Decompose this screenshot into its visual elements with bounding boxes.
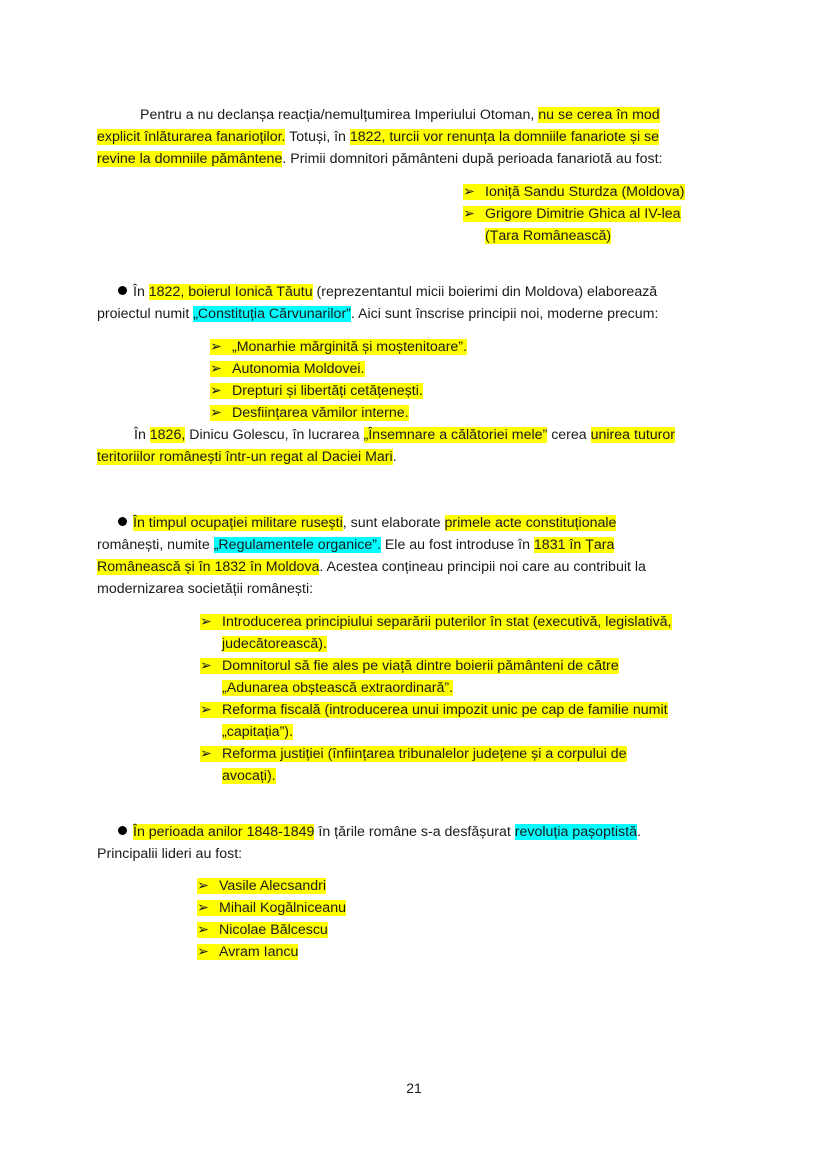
list-item: ➢ Reforma justiției (înființarea tribunalelor județene și a corpului de xyxy=(200,743,627,765)
cyan-highlight: revoluția pașoptistă xyxy=(514,824,637,840)
list-item: ➢ Avram Iancu xyxy=(197,941,298,963)
list-item: ➢ Mihail Kogălniceanu xyxy=(197,897,346,919)
text: . Primii domnitori pământeni după perioada fanariotă au fost: xyxy=(282,151,663,167)
highlight: 1822, turcii vor renunța la domniile fanariote și se xyxy=(349,129,660,145)
arrow-bullet-icon: ➢ xyxy=(210,361,222,377)
cyan-highlight: „Regulamentele organice”. xyxy=(213,537,381,553)
bullet-dot-icon xyxy=(118,517,127,526)
list-item: ➢ Domnitorul să fie ales pe viață dintre boierii pământeni de către xyxy=(200,655,619,677)
list-item: ➢ Introducerea principiului separării puterilor în stat (executivă, legislativă, xyxy=(200,611,672,633)
arrow-bullet-icon: ➢ xyxy=(210,405,222,421)
highlight: 1822, boierul Ionică Tăutu xyxy=(148,284,313,300)
cyan-highlight: „Constituția Cărvunarilor” xyxy=(193,306,351,322)
paragraph-line: În 1826, Dinicu Golescu, în lucrarea „Însemnare a călătoriei mele” cerea unirea tuturor xyxy=(134,427,676,443)
list-item: ➢ Ioniță Sandu Sturdza (Moldova) xyxy=(463,181,685,203)
list-item: ➢ Grigore Dimitrie Ghica al IV-lea xyxy=(463,203,681,225)
highlight: nu se cerea în mod xyxy=(538,107,660,123)
text: Pentru a nu declanșa reacția/nemulțumirea Imperiului Otoman, xyxy=(140,107,539,123)
list-item: ➢ Drepturi și libertăți cetățenești. xyxy=(210,380,423,402)
list-item-continuation: „Adunarea obștească extraordinară”. xyxy=(222,680,454,696)
bullet-dot-icon xyxy=(118,286,127,295)
paragraph-line xyxy=(97,126,659,148)
paragraph-line: În timpul ocupației militare rusești, sunt elaborate primele acte constituționale xyxy=(118,512,616,534)
paragraph-line: În 1822, boierul Ionică Tăutu (reprezentantul micii boierimi din Moldova) elaborează xyxy=(118,281,657,303)
paragraph-line: modernizarea societății românești: xyxy=(97,581,314,597)
highlight: primele acte constituționale xyxy=(444,515,617,531)
paragraph-line xyxy=(140,104,660,126)
paragraph-line: românești, numite „Regulamentele organice”. Ele au fost introduse în 1831 în Țara xyxy=(97,537,615,553)
highlight: unirea tuturor xyxy=(590,427,676,443)
arrow-bullet-icon: ➢ xyxy=(197,878,209,894)
highlight: În timpul ocupației militare rusești xyxy=(133,515,343,531)
list-item-continuation: avocați). xyxy=(222,768,276,784)
highlight: În perioada anilor 1848-1849 xyxy=(133,824,315,840)
paragraph-line: teritoriilor românești într-un regat al Daciei Mari. xyxy=(97,449,397,465)
arrow-bullet-icon: ➢ xyxy=(197,900,209,916)
list-item: ➢ Nicolae Bălcescu xyxy=(197,919,328,941)
list-item: ➢ Desființarea vămilor interne. xyxy=(210,402,409,424)
arrow-bullet-icon: ➢ xyxy=(200,746,212,762)
list-item: ➢ Reforma fiscală (introducerea unui impozit unic pe cap de familie numit xyxy=(200,699,668,721)
arrow-bullet-icon: ➢ xyxy=(210,339,222,355)
highlight: Românească și în 1832 în Moldova xyxy=(97,559,320,575)
highlight: explicit înlăturarea fanarioților. xyxy=(97,129,286,145)
page-number: 21 xyxy=(406,1080,422,1096)
list-item: ➢ „Monarhie mărginită și moștenitoare”. xyxy=(210,336,467,358)
arrow-bullet-icon: ➢ xyxy=(463,206,475,222)
arrow-bullet-icon: ➢ xyxy=(200,702,212,718)
arrow-bullet-icon: ➢ xyxy=(197,944,209,960)
paragraph-line xyxy=(97,148,662,170)
text: Totuși, în xyxy=(285,129,350,145)
paragraph-line: Românească și în 1832 în Moldova. Acestea conțineau principii noi care au contribuit la xyxy=(97,559,646,575)
arrow-bullet-icon: ➢ xyxy=(197,922,209,938)
highlight: 1831 în Țara xyxy=(533,537,615,553)
list-item: ➢ Vasile Alecsandri xyxy=(197,875,326,897)
paragraph-line: Principalii lideri au fost: xyxy=(97,846,243,862)
list-item-continuation: judecătorească). xyxy=(222,636,327,652)
arrow-bullet-icon: ➢ xyxy=(200,658,212,674)
highlight: 1826, xyxy=(149,427,186,443)
highlight: „Însemnare a călătoriei mele” xyxy=(363,427,548,443)
paragraph-line: În perioada anilor 1848-1849 în țările române s-a desfășurat revoluția pașoptistă. xyxy=(118,821,641,843)
paragraph-line: proiectul numit „Constituția Cărvunarilor”. Aici sunt înscrise principii noi, moderne precum: xyxy=(97,306,659,322)
list-item-continuation: „capitația”). xyxy=(222,724,293,740)
arrow-bullet-icon: ➢ xyxy=(200,614,212,630)
list-item: ➢ Autonomia Moldovei. xyxy=(210,358,365,380)
bullet-dot-icon xyxy=(118,826,127,835)
highlight: revine la domniile pământene xyxy=(97,151,283,167)
arrow-bullet-icon: ➢ xyxy=(463,184,475,200)
list-item-continuation: (Țara Românească) xyxy=(485,228,612,244)
arrow-bullet-icon: ➢ xyxy=(210,383,222,399)
highlight: teritoriilor românești într-un regat al Daciei Mari xyxy=(97,449,393,465)
